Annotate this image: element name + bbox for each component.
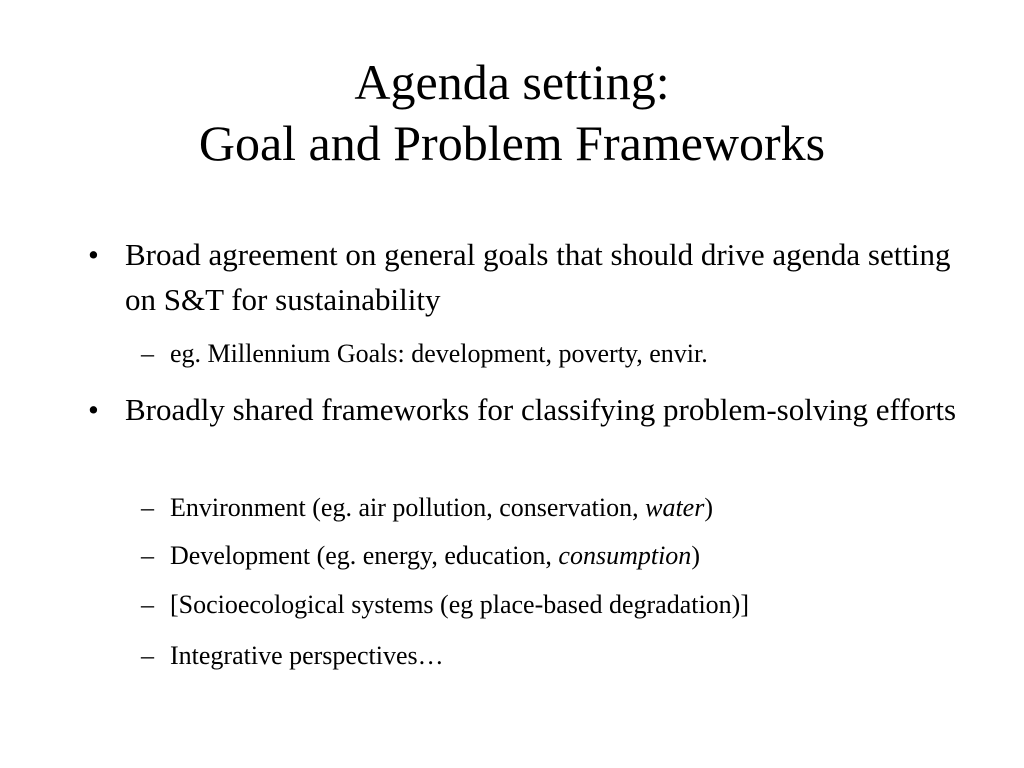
subitem-2-2-after: ) — [691, 541, 700, 570]
subitem-2-4 — [141, 639, 1000, 673]
bullet-marker: • — [88, 392, 99, 427]
title-line-2: Goal and Problem Frameworks — [198, 115, 826, 171]
subitem-2-1-text: Environment (eg. air pollution, conservation, — [170, 493, 646, 522]
dash-marker: – — [141, 493, 154, 522]
subitem-2-2 — [141, 539, 1000, 573]
subitem-1-1 — [141, 337, 1000, 371]
subitem-2-4-text: Integrative perspectives… — [170, 641, 444, 670]
subitem-2-1 — [141, 491, 1000, 525]
bullet-2 — [88, 387, 985, 432]
bullet-1-text: Broad agreement on general goals that should drive agenda setting on S&T for sustainability — [125, 237, 951, 317]
title-line-1: Agenda setting: — [354, 54, 670, 110]
subitem-2-2-text: Development (eg. energy, education, — [170, 541, 559, 570]
subitem-2-3-text: [Socioecological systems (eg place-based degradation)] — [170, 590, 749, 619]
subitem-2-1-after: ) — [704, 493, 714, 522]
bullet-marker: • — [88, 237, 99, 272]
bullet-2-text: Broadly shared frameworks for classifying problem-solving efforts — [125, 392, 957, 427]
subitem-2-1-italic: water — [645, 493, 705, 522]
dash-marker: – — [141, 339, 154, 368]
subitem-2-2-italic: consumption — [558, 541, 692, 570]
subitem-1-1-text: eg. Millennium Goals: development, poverty, envir. — [170, 339, 708, 368]
dash-marker: – — [141, 541, 154, 570]
subitem-2-3 — [141, 588, 1000, 622]
dash-marker: – — [141, 641, 154, 670]
dash-marker: – — [141, 590, 154, 619]
bullet-1 — [88, 232, 985, 322]
slide-title — [0, 52, 1024, 174]
